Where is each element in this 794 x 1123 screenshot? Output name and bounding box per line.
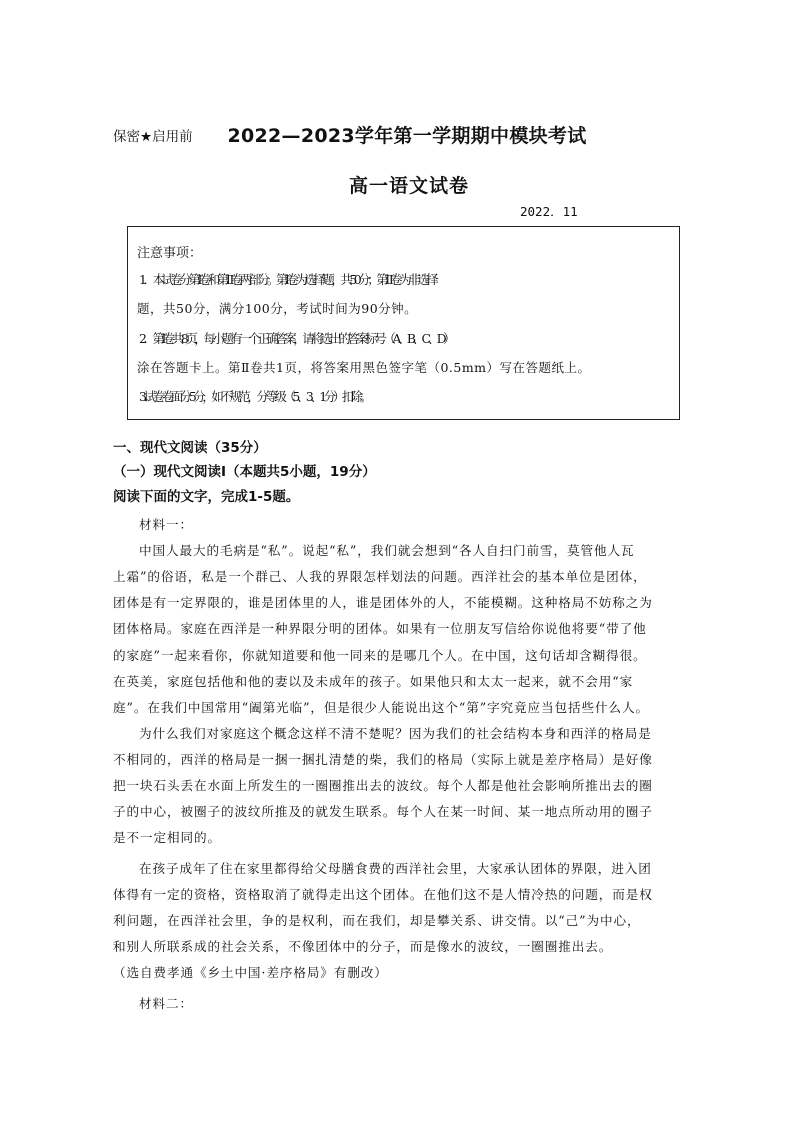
material-1-line: 为什么我们对家庭这个概念这样不清不楚呢？因为我们的社会结构本身和西洋的格局是 bbox=[139, 726, 652, 741]
section-subheading: （一）现代文阅读Ⅰ（本题共5小题，19分） bbox=[113, 464, 376, 480]
material-1-source: （选自费孝通《乡土中国·差序格局》有删改） bbox=[113, 965, 388, 980]
notice-line-5: 3.试卷卷面分5分，如不规范，分等级（5、3、1分）扣除。 bbox=[139, 389, 369, 404]
material-1-line: 是不一定相同的。 bbox=[113, 830, 221, 845]
material-1-line: 把一块石头丢在水面上所发生的一圈圈推出去的波纹。每个人都是他社会影响所推出去的圈 bbox=[113, 778, 653, 793]
material-1-line: 中国人最大的毛病是“私”。说起“私”，我们就会想到“各人自扫门前雪，莫管他人瓦 bbox=[139, 543, 635, 558]
material-1-line: 体得有一定的资格，资格取消了就得走出这个团体。在他们这不是人情冷热的问题，而是权 bbox=[113, 887, 653, 902]
material-1-line: 庭”。在我们中国常用“阖第光临”，但是很少人能说出这个“第”字究竟应当包括些什么人。 bbox=[113, 700, 649, 715]
confidential-label: 保密★启用前 bbox=[113, 129, 193, 145]
notice-line-1: 1．本试卷分第Ⅰ卷和第Ⅱ卷两部分。第Ⅰ卷为选择题，共50分；第Ⅱ卷为非选择 bbox=[139, 272, 436, 287]
material-1-line: 在孩子成年了住在家里都得给父母膳食费的西洋社会里，大家承认团体的界限，进入团 bbox=[139, 861, 652, 876]
notice-line-4: 涂在答题卡上。第Ⅱ卷共1页，将答案用黑色签字笔（0.5mm）写在答题纸上。 bbox=[137, 360, 591, 375]
exam-title: 2022—2023学年第一学期期中模块考试 bbox=[227, 125, 587, 147]
notice-line-2: 题，共50分，满分100分，考试时间为90分钟。 bbox=[137, 301, 418, 316]
material-1-line: 团体是有一定界限的，谁是团体里的人，谁是团体外的人，不能模糊。这种格局不妨称之为 bbox=[113, 595, 653, 610]
material-1-line: 在英美，家庭包括他和他的妻以及未成年的孩子。如果他只和太太一起来，就不会用“家 bbox=[113, 674, 634, 689]
material-1-label: 材料一： bbox=[139, 517, 193, 532]
material-1-line: 子的中心，被圈子的波纹所推及的就发生联系。每个人在某一时间、某一地点所动用的圈子 bbox=[113, 804, 653, 819]
material-1-line: 上霜”的俗语，私是一个群己、人我的界限怎样划法的问题。西洋社会的基本单位是团体， bbox=[113, 569, 647, 584]
material-1-line: 的家庭”一起来看你，你就知道要和他一同来的是哪几个人。在中国，这句话却含糊得很。 bbox=[113, 648, 647, 663]
notice-title: 注意事项： bbox=[137, 246, 203, 261]
section-heading: 一、现代文阅读（35分） bbox=[113, 440, 267, 456]
paper-title: 高一语文试卷 bbox=[348, 175, 469, 197]
material-1-line: 利问题，在西洋社会里，争的是权利，而在我们，却是攀关系、讲交情。以“己”为中心， bbox=[113, 913, 641, 928]
material-1-line: 和别人所联系成的社会关系，不像团体中的分子，而是像水的波纹，一圈圈推出去。 bbox=[113, 939, 613, 954]
notice-line-3: 2．第Ⅰ卷共8页，每小题有一个正确答案，请将选出的答案标号（A、B、C、D） bbox=[139, 331, 453, 346]
exam-date: 2022．11 bbox=[520, 204, 578, 219]
material-1-line: 团体格局。家庭在西洋是一种界限分明的团体。如果有一位朋友写信给你说他将要“带了他 bbox=[113, 621, 647, 636]
reading-instruction: 阅读下面的文字，完成1-5题。 bbox=[113, 489, 300, 505]
material-2-label: 材料二： bbox=[139, 996, 193, 1011]
material-1-line: 不相同的，西洋的格局是一捆一捆扎清楚的柴，我们的格局（实际上就是差序格局）是好像 bbox=[113, 752, 653, 767]
